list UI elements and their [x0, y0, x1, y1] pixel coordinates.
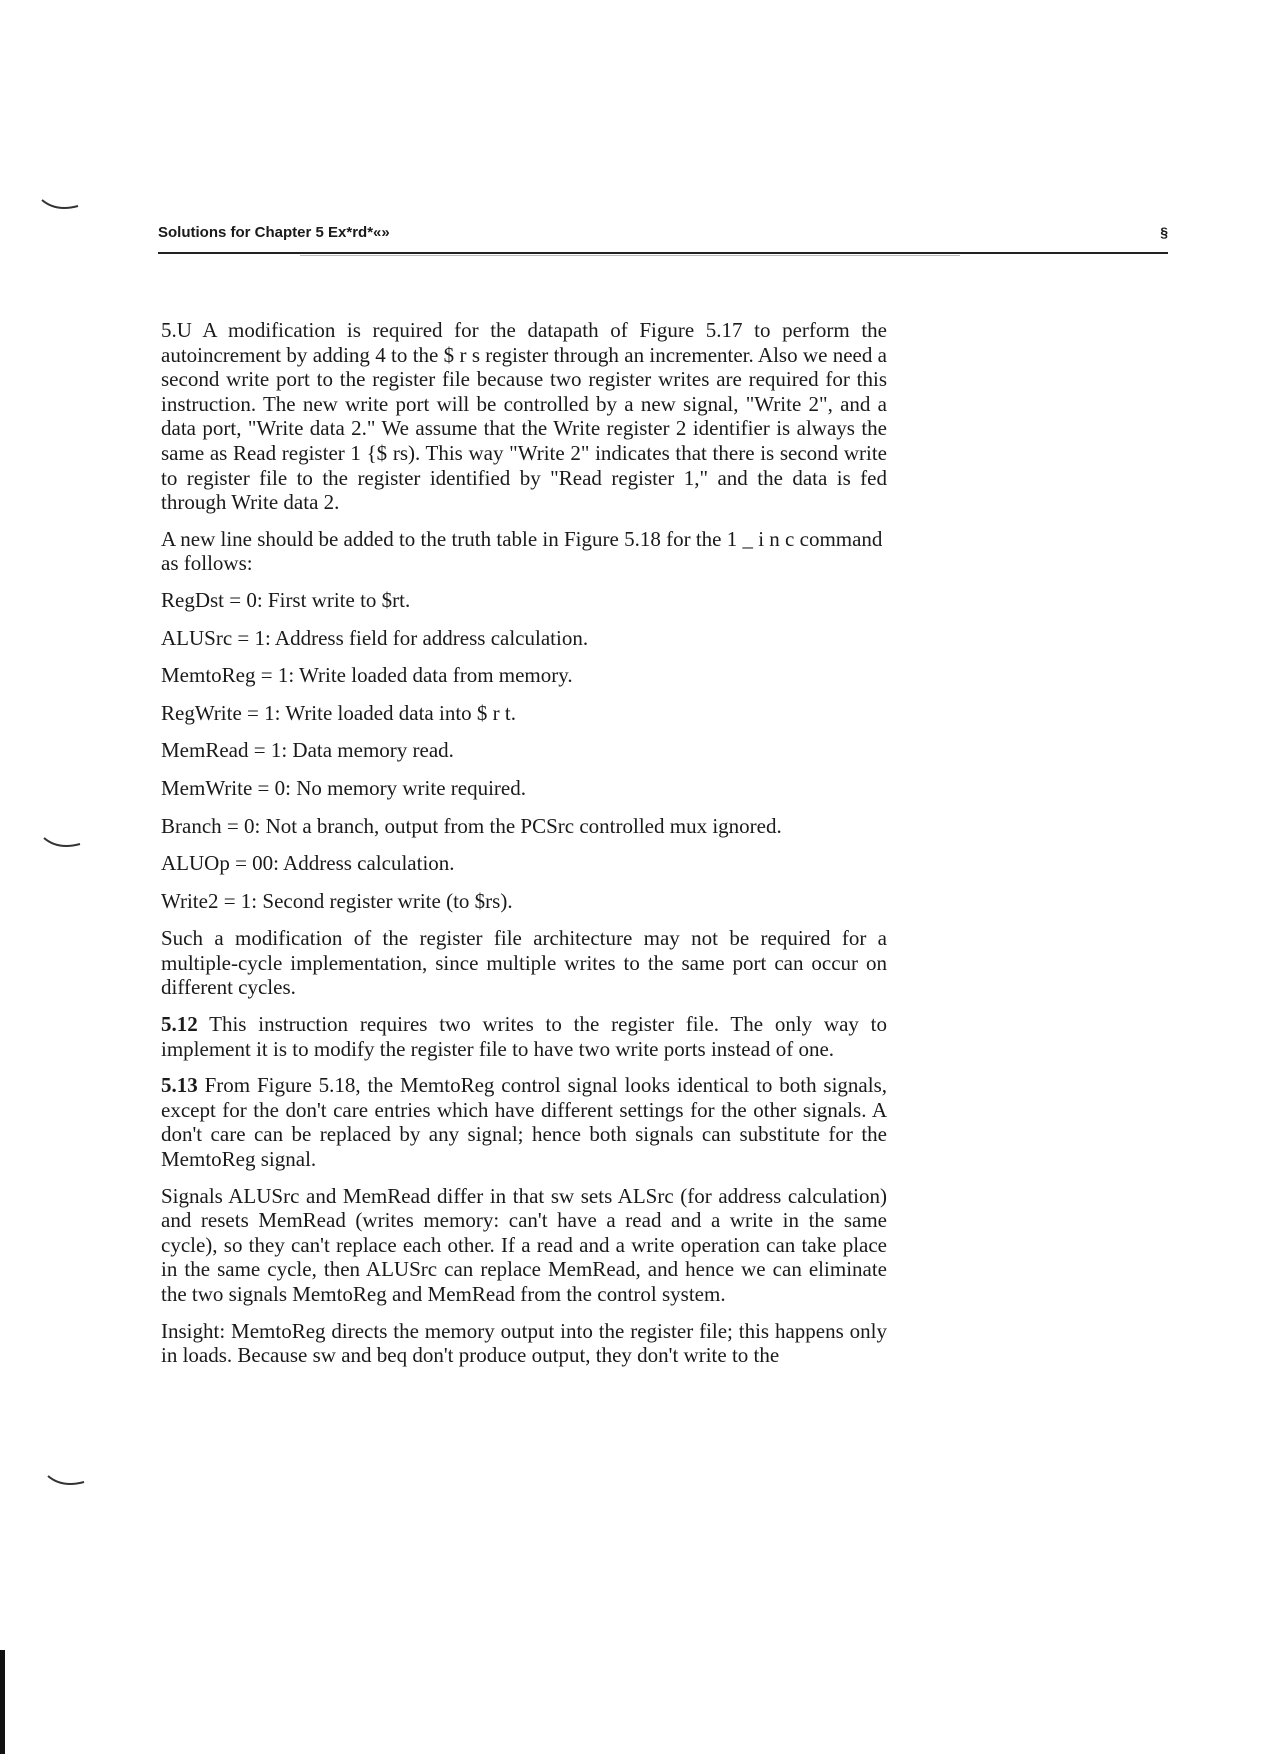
paragraph-text: A modification is required for the datapath of Figure 5.17 to perform the autoincrement by adding 4 to the $ r s register through an incrementer. Also we need a second write port to the register file because two register writes are required for this instruction. The new write port will be controlled by a new signal, "Write 2", and a data port, "Write data 2." We assume that the Write register 2 identifier is always the same as Read register 1 {$ rs). This way "Write 2" indicates that there is second write to register file to the register identified by "Read register 1," and the data is fed through Write data 2.: [161, 318, 887, 515]
paragraph-5-11: [161, 318, 887, 515]
exercise-number: 5.U: [161, 318, 192, 342]
signal-line-memwrite: MemWrite = 0: No memory write required.: [161, 775, 526, 800]
header-rule-shadow: [300, 255, 960, 256]
paragraph-text: This instruction requires two writes to the register file. The only way to implement it is to modify the register file to have two write ports instead of one.: [161, 1012, 888, 1061]
paragraph-truth-table: A new line should be added to the truth table in Figure 5.18 for the 1 _ i n c command as follows:: [161, 526, 883, 576]
exercise-number: 5.12: [161, 1012, 198, 1037]
signal-line-regdst: RegDst = 0: First write to $rt.: [161, 587, 411, 612]
binding-mark-top: [40, 196, 80, 216]
header-rule: [158, 252, 1168, 254]
document-body: [161, 318, 887, 1380]
signal-line-memread: MemRead = 1: Data memory read.: [161, 738, 454, 763]
signal-line-regwrite: RegWrite = 1: Write loaded data into $ r t.: [161, 700, 517, 725]
header-title: Solutions for Chapter 5 Ex*rd*«»: [158, 224, 390, 241]
exercise-number: 5.13: [161, 1073, 198, 1098]
paragraph-text: From Figure 5.18, the MemtoReg control signal looks identical to both signals, except for the don't care entries which have different settings for the other signals. A don't care can be replaced by any signal; hence both signals can substitute for the MemtoReg signal.: [161, 1073, 888, 1172]
paragraph-insight: Insight: MemtoReg directs the memory output into the register file; this happens only in loads. Because sw and beq don't produce output, they don't write to the: [161, 1318, 887, 1368]
header-page-mark: §: [1160, 224, 1168, 240]
scan-edge-bar: [0, 1650, 5, 1754]
binding-mark-middle: [42, 834, 82, 854]
signal-line-write2: Write2 = 1: Second register write (to $rs).: [161, 888, 513, 913]
signal-line-memtoreg: MemtoReg = 1: Write loaded data from memory.: [161, 663, 573, 688]
signal-line-branch: Branch = 0: Not a branch, output from the PCSrc controlled mux ignored.: [161, 813, 782, 838]
paragraph-multicycle-note: Such a modification of the register file architecture may not be required for a multiple-cycle implementation, since multiple writes to the same port can occur on different cycles.: [161, 926, 887, 1000]
paragraph-5-12: [161, 1012, 887, 1061]
binding-mark-bottom: [46, 1472, 86, 1492]
paragraph-alusrc-memread: Signals ALUSrc and MemRead differ in that sw sets ALSrc (for address calculation) and resets MemRead (writes memory: can't have a read and a write in the same cycle), so they can't replace each other. If a read and a write operation can take place in the same cycle, then ALUSrc can replace MemRead, and hence we can eliminate the two signals MemtoReg and MemRead from the control system.: [161, 1183, 887, 1306]
paragraph-5-13: [161, 1073, 887, 1171]
signal-line-aluop: ALUOp = 00: Address calculation.: [161, 851, 455, 876]
signal-line-alusrc: ALUSrc = 1: Address field for address calculation.: [161, 625, 589, 650]
page-header: [158, 224, 1168, 252]
